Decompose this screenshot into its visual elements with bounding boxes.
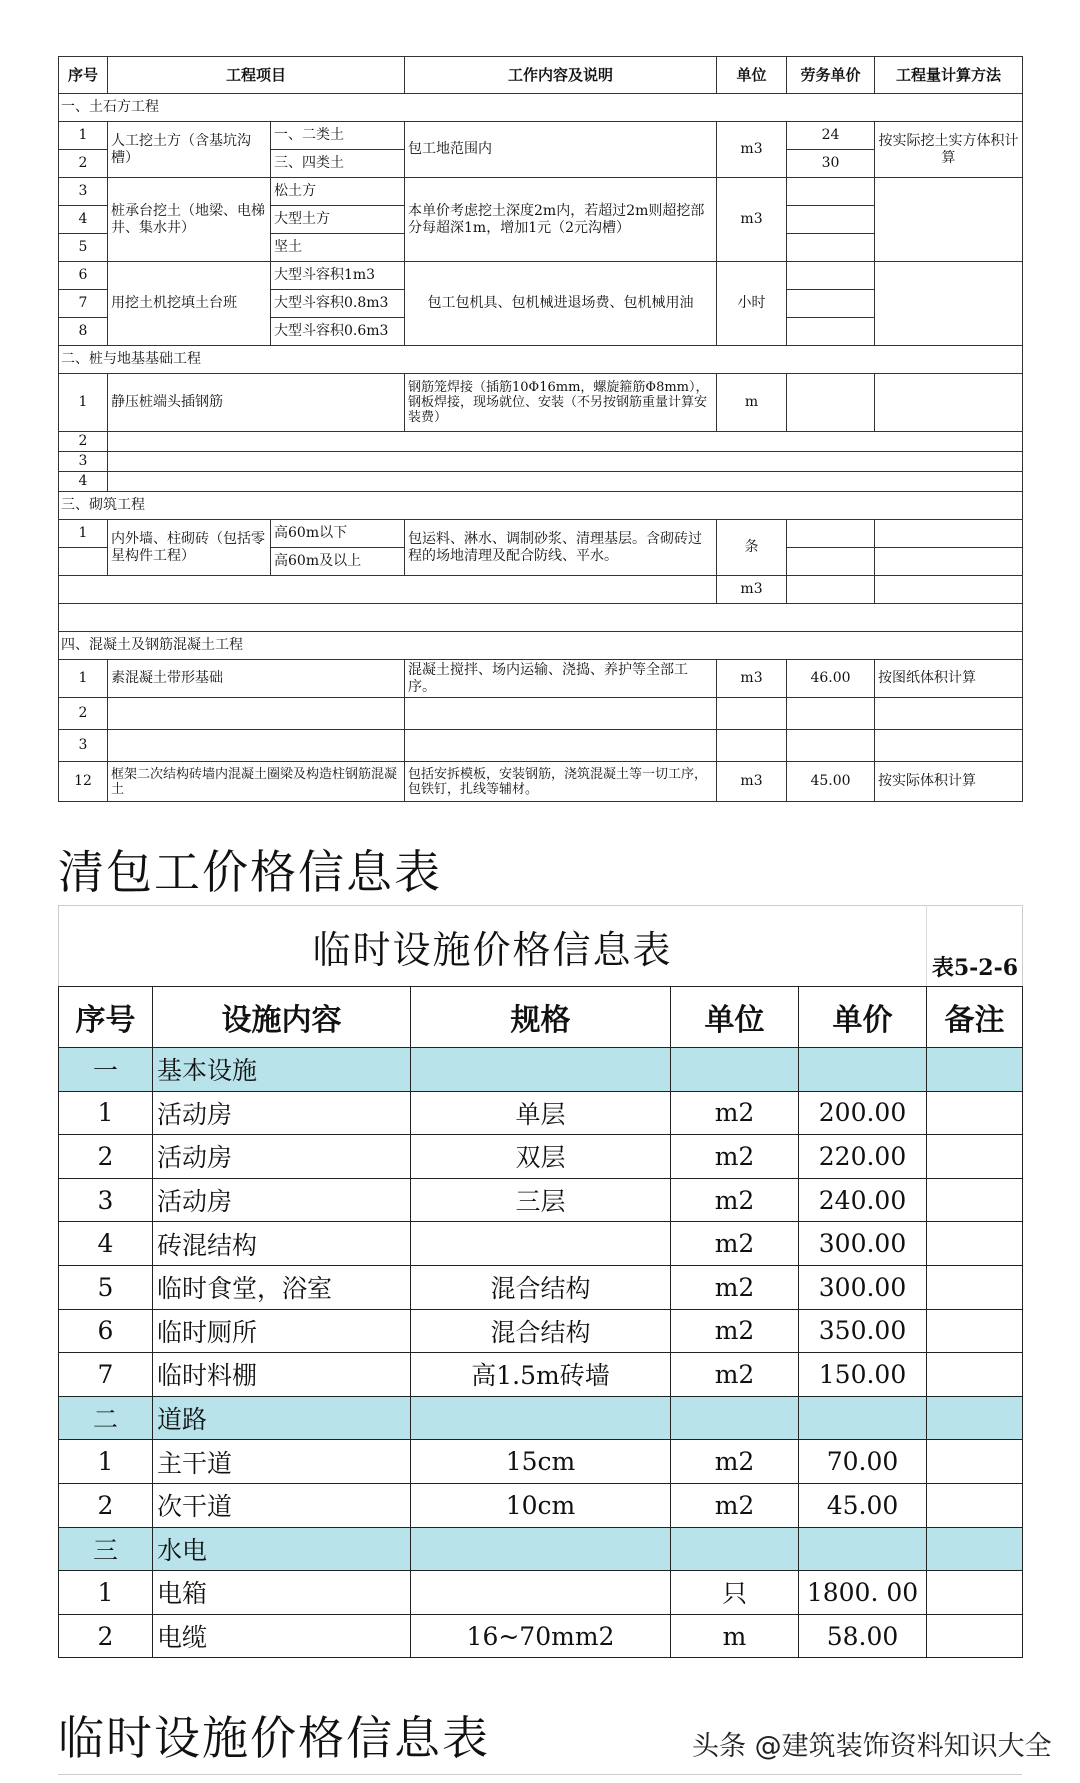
table-row — [59, 122, 1023, 150]
category-empty-cell — [927, 1048, 1023, 1092]
table-row — [59, 1091, 1023, 1135]
row-remark — [927, 1309, 1023, 1353]
source-watermark: 头条 @建筑装饰资料知识大全 — [692, 1731, 1052, 1762]
row-no: 2 — [59, 698, 108, 730]
table-row — [59, 178, 1023, 206]
row-item: 用挖土机挖填土台班 — [108, 262, 271, 346]
category-no: 二 — [59, 1396, 153, 1440]
category-row — [59, 1396, 1023, 1440]
row-spec: 混合结构 — [411, 1309, 671, 1353]
row-spec: 混合结构 — [411, 1265, 671, 1309]
row-unit: m2 — [671, 1265, 799, 1309]
section-title: 四、混凝土及钢筋混凝土工程 — [59, 632, 1023, 660]
row-desc: 包工地范围内 — [405, 122, 717, 178]
row-price: 30 — [787, 150, 875, 178]
header-price: 单价 — [799, 987, 927, 1048]
row-no: 3 — [59, 452, 108, 472]
row-method — [875, 374, 1023, 432]
row-unit: m2 — [671, 1091, 799, 1135]
section-title: 二、桩与地基基础工程 — [59, 346, 1023, 374]
table-row — [59, 1353, 1023, 1397]
table-row — [59, 604, 1023, 632]
table-row — [59, 374, 1023, 432]
table-row — [59, 1178, 1023, 1222]
row-price — [787, 520, 875, 548]
row-item: 内外墙、柱砌砖（包括零星构件工程） — [108, 520, 271, 576]
category-empty-cell — [927, 1527, 1023, 1571]
row-no: 12 — [59, 762, 108, 802]
row-price: 350.00 — [799, 1309, 927, 1353]
row-price — [787, 206, 875, 234]
row-price: 150.00 — [799, 1353, 927, 1397]
category-empty-cell — [671, 1048, 799, 1092]
row-unit: m3 — [717, 122, 787, 178]
table-row — [59, 698, 1023, 730]
row-no: 1 — [59, 122, 108, 150]
row-no: 1 — [59, 1571, 153, 1615]
row-unit: m2 — [671, 1178, 799, 1222]
row-spec: 高1.5m砖墙 — [411, 1353, 671, 1397]
header-price: 劳务单价 — [787, 57, 875, 94]
row-price: 300.00 — [799, 1265, 927, 1309]
row-price: 1800. 00 — [799, 1571, 927, 1615]
row-method: 按实际体积计算 — [875, 762, 1023, 802]
row-unit: 条 — [717, 520, 787, 576]
row-spec — [411, 1571, 671, 1615]
row-desc — [405, 698, 717, 730]
row-no: 1 — [59, 374, 108, 432]
row-price: 70.00 — [799, 1440, 927, 1484]
row-sub: 大型斗容积0.8m3 — [271, 290, 405, 318]
row-desc: 包工包机具、包机械进退场费、包机械用油 — [405, 262, 717, 346]
section-heading-temporary-facility: 临时设施价格信息表 — [58, 1711, 490, 1765]
row-remark — [927, 1571, 1023, 1615]
row-no: 2 — [59, 1483, 153, 1527]
row-item: 静压桩端头插钢筋 — [108, 374, 405, 432]
row-remark — [927, 1483, 1023, 1527]
row-price — [787, 576, 875, 604]
table-row — [59, 452, 1023, 472]
table-header-row — [59, 57, 1023, 94]
category-no: 一 — [59, 1048, 153, 1092]
row-spec: 单层 — [411, 1091, 671, 1135]
table-row — [59, 432, 1023, 452]
section-row — [59, 492, 1023, 520]
row-empty — [59, 604, 1023, 632]
header-method: 工程量计算方法 — [875, 57, 1023, 94]
table-row — [59, 472, 1023, 492]
table-row — [59, 1265, 1023, 1309]
table-row — [59, 576, 1023, 604]
row-remark — [927, 1353, 1023, 1397]
row-unit: m2 — [671, 1353, 799, 1397]
table-header-row — [59, 987, 1023, 1048]
category-empty-cell — [671, 1527, 799, 1571]
row-item: 人工挖土方（含基坑沟槽） — [108, 122, 271, 178]
category-no: 三 — [59, 1527, 153, 1571]
row-unit: m3 — [717, 576, 787, 604]
row-no: 2 — [59, 150, 108, 178]
table-row — [59, 762, 1023, 802]
header-spec: 规格 — [411, 987, 671, 1048]
category-name: 基本设施 — [153, 1048, 411, 1092]
row-sub: 大型土方 — [271, 206, 405, 234]
row-unit: m2 — [671, 1135, 799, 1179]
row-desc: 钢筋笼焊接（插筋10Φ16mm，螺旋箍筋Φ8mm），钢板焊接，现场就位、安装（不另按钢筋重量计算安装费） — [405, 374, 717, 432]
row-price — [787, 730, 875, 762]
category-empty-cell — [927, 1396, 1023, 1440]
row-remark — [927, 1440, 1023, 1484]
row-empty — [108, 472, 1023, 492]
table-row — [59, 1222, 1023, 1266]
row-spec: 双层 — [411, 1135, 671, 1179]
row-price — [787, 178, 875, 206]
header-item: 工程项目 — [108, 57, 405, 94]
row-no — [59, 548, 108, 576]
row-no: 2 — [59, 432, 108, 452]
row-unit: m3 — [717, 660, 787, 698]
row-price: 300.00 — [799, 1222, 927, 1266]
row-price — [787, 318, 875, 346]
row-sub: 坚土 — [271, 234, 405, 262]
category-row — [59, 1048, 1023, 1092]
row-sub: 大型斗容积0.6m3 — [271, 318, 405, 346]
category-empty-cell — [411, 1048, 671, 1092]
table-row — [59, 1135, 1023, 1179]
row-price — [787, 548, 875, 576]
table-row — [59, 1571, 1023, 1615]
row-remark — [927, 1178, 1023, 1222]
row-unit: m2 — [671, 1309, 799, 1353]
row-remark — [927, 1222, 1023, 1266]
header-desc: 工作内容及说明 — [405, 57, 717, 94]
table-row — [59, 1309, 1023, 1353]
row-remark — [927, 1135, 1023, 1179]
row-price — [787, 234, 875, 262]
row-content: 活动房 — [153, 1135, 411, 1179]
row-price: 46.00 — [787, 660, 875, 698]
row-no: 1 — [59, 1440, 153, 1484]
row-no: 6 — [59, 262, 108, 290]
table-title-row — [59, 906, 1023, 987]
row-content: 活动房 — [153, 1091, 411, 1135]
row-unit: m — [671, 1614, 799, 1658]
section-heading-labor-price: 清包工价格信息表 — [58, 845, 442, 899]
table-title: 临时设施价格信息表 — [59, 906, 927, 987]
table-row — [59, 1483, 1023, 1527]
header-unit: 单位 — [671, 987, 799, 1048]
row-spec: 三层 — [411, 1178, 671, 1222]
row-unit: 只 — [671, 1571, 799, 1615]
row-unit: m3 — [717, 762, 787, 802]
row-price — [787, 698, 875, 730]
category-empty-cell — [799, 1048, 927, 1092]
row-no: 4 — [59, 472, 108, 492]
row-content: 电缆 — [153, 1614, 411, 1658]
row-spec: 16~70mm2 — [411, 1614, 671, 1658]
row-sub: 高60m以下 — [271, 520, 405, 548]
row-no: 8 — [59, 318, 108, 346]
row-spec: 10cm — [411, 1483, 671, 1527]
category-empty-cell — [799, 1527, 927, 1571]
row-unit: 小时 — [717, 262, 787, 346]
section-title: 三、砌筑工程 — [59, 492, 1023, 520]
labor-price-table — [58, 56, 1023, 802]
category-name: 水电 — [153, 1527, 411, 1571]
row-method: 按实际挖土实方体积计算 — [875, 122, 1023, 178]
row-empty — [108, 432, 1023, 452]
row-method — [875, 548, 1023, 576]
row-no: 1 — [59, 660, 108, 698]
header-no: 序号 — [59, 57, 108, 94]
row-sub: 松土方 — [271, 178, 405, 206]
table-row — [59, 520, 1023, 548]
row-sub: 一、二类土 — [271, 122, 405, 150]
row-desc: 混凝土搅拌、场内运输、浇捣、养护等全部工序。 — [405, 660, 717, 698]
row-method — [875, 520, 1023, 548]
row-price — [787, 290, 875, 318]
table-code: 表5-2-6 — [927, 906, 1023, 987]
section-row — [59, 346, 1023, 374]
table-row — [59, 730, 1023, 762]
row-item: 素混凝土带形基础 — [108, 660, 405, 698]
row-unit: m — [717, 374, 787, 432]
row-content: 临时厕所 — [153, 1309, 411, 1353]
row-no: 3 — [59, 178, 108, 206]
category-empty-cell — [411, 1396, 671, 1440]
row-unit: m3 — [717, 178, 787, 262]
row-price — [787, 374, 875, 432]
table-row — [59, 1614, 1023, 1658]
row-price — [787, 262, 875, 290]
row-item: 框架二次结构砖墙内混凝土圈梁及构造柱钢筋混凝土 — [108, 762, 405, 802]
row-unit: m2 — [671, 1483, 799, 1527]
category-name: 道路 — [153, 1396, 411, 1440]
row-method — [875, 576, 1023, 604]
section-title: 一、土石方工程 — [59, 94, 1023, 122]
row-remark — [927, 1091, 1023, 1135]
row-content: 临时食堂，浴室 — [153, 1265, 411, 1309]
header-remark: 备注 — [927, 987, 1023, 1048]
row-method — [875, 730, 1023, 762]
row-price: 220.00 — [799, 1135, 927, 1179]
header-no: 序号 — [59, 987, 153, 1048]
row-desc: 包括安拆模板，安装钢筋，浇筑混凝土等一切工序，包铁钉，扎线等辅材。 — [405, 762, 717, 802]
row-content: 活动房 — [153, 1178, 411, 1222]
row-no: 3 — [59, 730, 108, 762]
row-desc: 包运料、淋水、调制砂浆、清理基层。含砌砖过程的场地清理及配合防线、平水。 — [405, 520, 717, 576]
header-content: 设施内容 — [153, 987, 411, 1048]
row-sub: 大型斗容积1m3 — [271, 262, 405, 290]
row-content: 临时料棚 — [153, 1353, 411, 1397]
row-method: 按图纸体积计算 — [875, 660, 1023, 698]
row-no: 4 — [59, 206, 108, 234]
row-empty — [59, 576, 717, 604]
section-row — [59, 632, 1023, 660]
row-content: 电箱 — [153, 1571, 411, 1615]
row-no: 1 — [59, 1091, 153, 1135]
row-empty — [108, 452, 1023, 472]
row-no: 1 — [59, 520, 108, 548]
row-spec: 15cm — [411, 1440, 671, 1484]
row-price: 24 — [787, 122, 875, 150]
row-item: 桩承台挖土（地梁、电梯井、集水井） — [108, 178, 271, 262]
row-unit — [717, 698, 787, 730]
row-desc: 本单价考虑挖土深度2m内，若超过2m则超挖部分每超深1m，增加1元（2元沟槽） — [405, 178, 717, 262]
table-row — [59, 1440, 1023, 1484]
row-price: 240.00 — [799, 1178, 927, 1222]
section-row — [59, 94, 1023, 122]
row-price: 45.00 — [787, 762, 875, 802]
header-unit: 单位 — [717, 57, 787, 94]
row-remark — [927, 1265, 1023, 1309]
table-row — [59, 660, 1023, 698]
row-unit: m2 — [671, 1222, 799, 1266]
row-spec — [411, 1222, 671, 1266]
row-unit: m2 — [671, 1440, 799, 1484]
row-no: 6 — [59, 1309, 153, 1353]
category-empty-cell — [799, 1396, 927, 1440]
category-row — [59, 1527, 1023, 1571]
row-no: 5 — [59, 234, 108, 262]
row-method — [875, 178, 1023, 262]
row-price: 200.00 — [799, 1091, 927, 1135]
row-sub: 高60m及以上 — [271, 548, 405, 576]
table-row — [59, 262, 1023, 290]
row-price: 58.00 — [799, 1614, 927, 1658]
temporary-facility-price-table — [58, 905, 1023, 1658]
row-no: 4 — [59, 1222, 153, 1266]
row-no: 3 — [59, 1178, 153, 1222]
row-no: 2 — [59, 1135, 153, 1179]
row-sub: 三、四类土 — [271, 150, 405, 178]
row-content: 砖混结构 — [153, 1222, 411, 1266]
row-content: 次干道 — [153, 1483, 411, 1527]
row-no: 7 — [59, 1353, 153, 1397]
row-desc — [405, 730, 717, 762]
row-no: 7 — [59, 290, 108, 318]
row-method — [875, 262, 1023, 346]
row-price: 45.00 — [799, 1483, 927, 1527]
row-item — [108, 698, 405, 730]
category-empty-cell — [411, 1527, 671, 1571]
row-item — [108, 730, 405, 762]
row-content: 主干道 — [153, 1440, 411, 1484]
row-no: 5 — [59, 1265, 153, 1309]
category-empty-cell — [671, 1396, 799, 1440]
row-remark — [927, 1614, 1023, 1658]
row-unit — [717, 730, 787, 762]
row-method — [875, 698, 1023, 730]
row-no: 2 — [59, 1614, 153, 1658]
